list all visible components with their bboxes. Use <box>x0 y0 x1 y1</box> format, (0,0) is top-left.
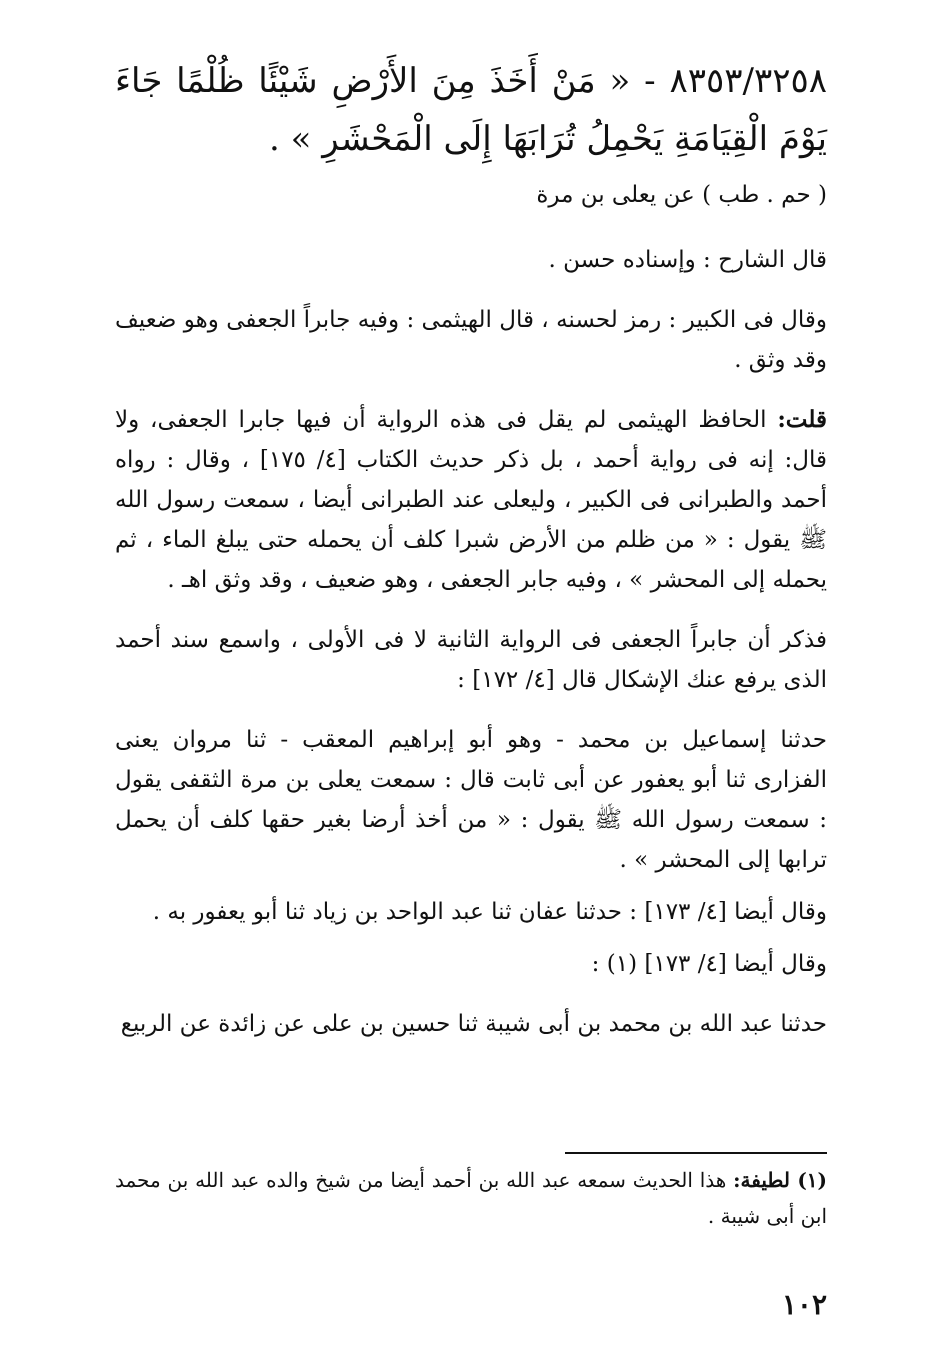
footnote-body: هذا الحديث سمعه عبد الله بن أحمد أيضا من شيخ والده عبد الله بن محمد ابن أبى شيبة . <box>115 1168 827 1228</box>
author-note-paragraph <box>115 400 827 600</box>
commentary-paragraph: فذكر أن جابراً الجعفى فى الرواية الثانية لا فى الأولى ، واسمع سند أحمد الذى يرفع عنك الإشكال قال [٤/ ١٧٢] : <box>115 627 827 693</box>
footnote <box>115 1162 827 1234</box>
hadith-text: ٨٣٥٣/٣٢٥٨ - « مَنْ أَخَذَ مِنَ الأَرْضِ شَيْئًا ظُلْمًا جَاءَ يَوْمَ الْقِيَامَةِ يَحْمِلُ تُرَابَهَا إِلَى الْمَحْشَرِ » . <box>115 61 827 159</box>
commentary-paragraph: قال الشارح : وإسناده حسن . <box>548 247 827 273</box>
commentary-paragraph: وقال فى الكبير : رمز لحسنه ، قال الهيثمى : وفيه جابراً الجعفى وهو ضعيف وقد وثق . <box>115 307 827 373</box>
footnote-divider <box>565 1152 827 1154</box>
hadith-source: ( حم . طب ) عن يعلى بن مرة <box>536 182 827 208</box>
page-number: ١٠٢ <box>781 1288 827 1321</box>
isnad-paragraph: وقال أيضا [٤/ ١٧٣] : حدثنا عفان ثنا عبد الواحد بن زياد ثنا أبو يعفور به . <box>152 899 827 925</box>
paragraph-body: الحافظ الهيثمى لم يقل فى هذه الرواية أن فيها جابرا الجعفى، ولا قال: إنه فى رواية أحمد ، بل ذكر حديث الكتاب [٤/ ١٧٥] ، وقال : رواه أحمد والطبرانى فى الكبير ، وليعلى عند الطبرانى أيضا ، سمعت رسول الله ﷺ يقول : « من ظلم من الأرض شبرا كلف أن يحمله حتى يبلغ الماء ، ثم يحمله إلى المحشر » ، وفيه جابر الجعفى ، وهو ضعيف ، وقد وثق اهـ . <box>115 407 828 593</box>
isnad-paragraph: حدثنا عبد الله بن محمد بن أبى شيبة ثنا حسين بن على عن زائدة عن الربيع <box>120 1011 827 1037</box>
isnad-paragraph: وقال أيضا [٤/ ١٧٣] (١) : <box>591 951 827 977</box>
footnote-lead: (١) لطيفة: <box>733 1168 827 1192</box>
isnad-paragraph: حدثنا إسماعيل بن محمد - وهو أبو إبراهيم المعقب - ثنا مروان يعنى الفزارى ثنا أبو يعفور عن أبى ثابت قال : سمعت يعلى بن مرة الثقفى يقول : سمعت رسول الله ﷺ يقول : « من أخذ أرضا بغير حقها كلف أن يحمل ترابها إلى المحشر » . <box>115 727 827 873</box>
paragraph-lead: قلت: <box>777 406 827 433</box>
